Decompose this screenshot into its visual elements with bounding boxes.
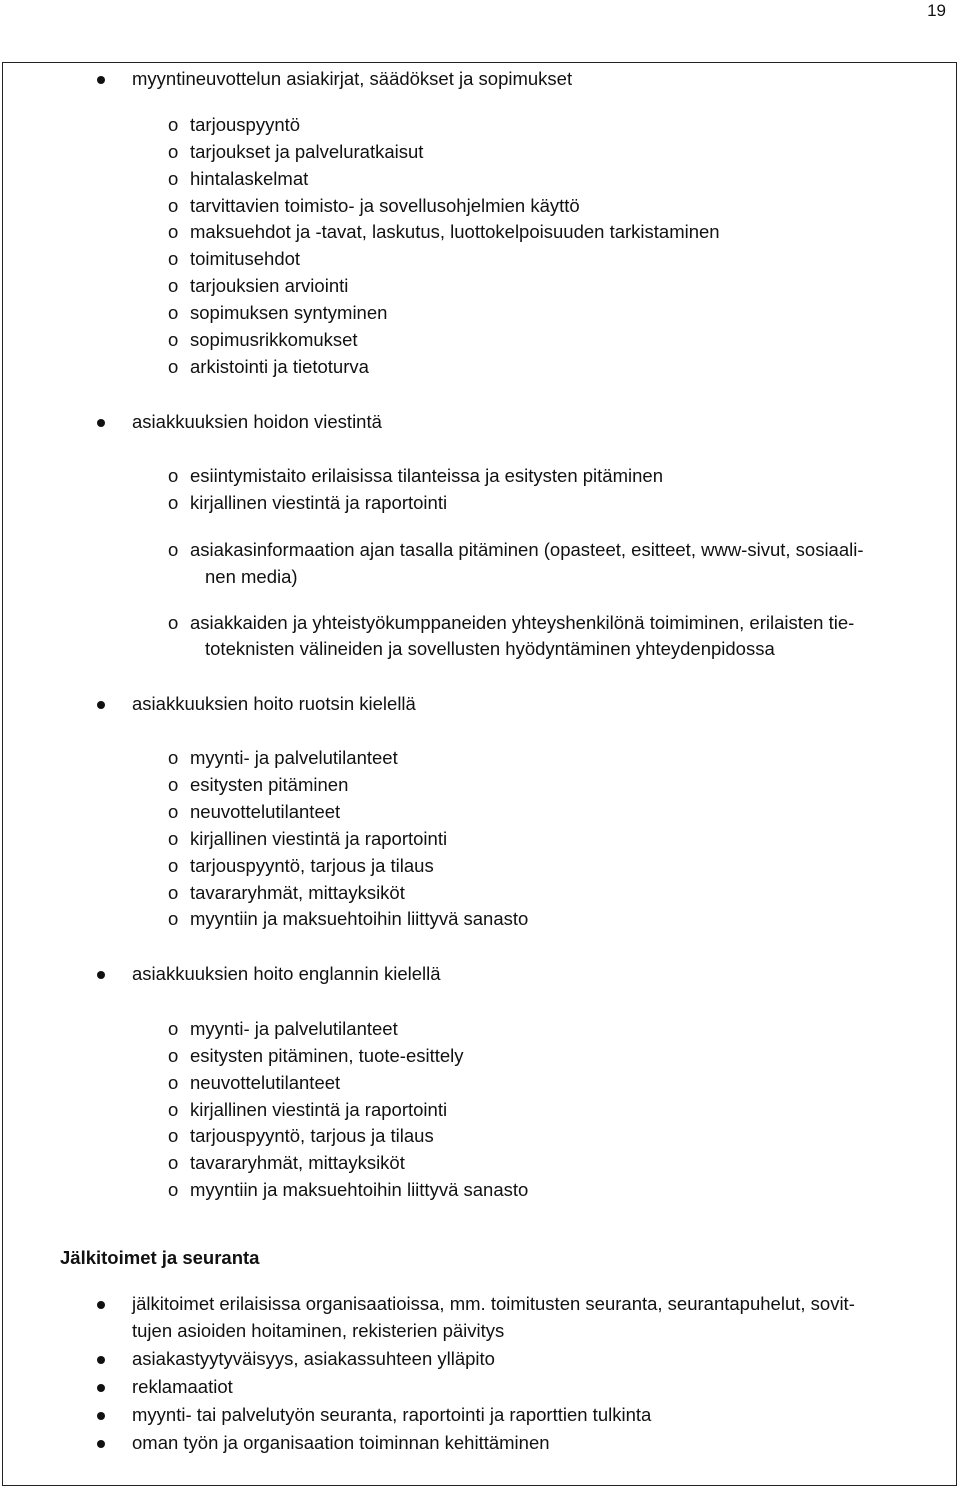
list-item: tarjouksien arviointi xyxy=(190,275,349,296)
sub-marker: o xyxy=(168,1125,179,1146)
sub-marker: o xyxy=(168,1072,179,1093)
list-item: tarjouspyyntö xyxy=(190,114,301,135)
sub-marker: o xyxy=(168,168,179,189)
sub-marker: o xyxy=(168,612,179,633)
list-item: tarjouspyyntö, tarjous ja tilaus xyxy=(190,855,434,876)
sub-marker: o xyxy=(168,1179,179,1200)
followup-item: jälkitoimet erilaisissa organisaatioissa, mm. toimitusten seuranta, seurantapuhelut, sovit- xyxy=(132,1293,855,1314)
sub-marker: o xyxy=(168,774,179,795)
list-item: tarjoukset ja palveluratkaisut xyxy=(190,141,424,162)
sub-marker: o xyxy=(168,882,179,903)
sub-marker: o xyxy=(168,329,179,350)
bullet-dot xyxy=(97,1356,105,1364)
sub-marker: o xyxy=(168,539,179,560)
list-item: kirjallinen viestintä ja raportointi xyxy=(190,1099,448,1120)
list-item: neuvottelutilanteet xyxy=(190,1072,341,1093)
sub-marker: o xyxy=(168,195,179,216)
bullet-dot xyxy=(97,1384,105,1392)
bullet-dot xyxy=(97,76,105,84)
list-item-continuation: nen media) xyxy=(205,566,298,587)
list-item: arkistointi ja tietoturva xyxy=(190,356,369,377)
bullet-dot xyxy=(97,1412,105,1420)
bullet-dot xyxy=(97,1301,105,1309)
list-item: esiintymistaito erilaisissa tilanteissa ja esitysten pitäminen xyxy=(190,465,663,486)
list-item: asiakasinformaation ajan tasalla pitäminen (opasteet, esitteet, www-sivut, sosiaali- xyxy=(190,539,864,560)
content-frame xyxy=(2,62,957,1486)
sub-marker: o xyxy=(168,828,179,849)
followup-item: oman työn ja organisaation toiminnan kehittäminen xyxy=(132,1432,550,1453)
sub-marker: o xyxy=(168,465,179,486)
sub-marker: o xyxy=(168,1099,179,1120)
list-item: sopimuksen syntyminen xyxy=(190,302,388,323)
list-item: hintalaskelmat xyxy=(190,168,309,189)
bullet-dot xyxy=(97,1440,105,1448)
section-heading: asiakkuuksien hoito ruotsin kielellä xyxy=(132,693,416,714)
list-item: tavararyhmät, mittayksiköt xyxy=(190,882,405,903)
list-item: maksuehdot ja -tavat, laskutus, luottokelpoisuuden tarkistaminen xyxy=(190,221,720,242)
sub-marker: o xyxy=(168,356,179,377)
bullet-dot xyxy=(97,971,105,979)
sub-marker: o xyxy=(168,801,179,822)
sub-marker: o xyxy=(168,747,179,768)
list-item: myyntiin ja maksuehtoihin liittyvä sanasto xyxy=(190,908,529,929)
sub-marker: o xyxy=(168,114,179,135)
sub-marker: o xyxy=(168,141,179,162)
section-heading: myyntineuvottelun asiakirjat, säädökset ja sopimukset xyxy=(132,68,573,89)
sub-marker: o xyxy=(168,492,179,513)
sub-marker: o xyxy=(168,855,179,876)
sub-marker: o xyxy=(168,1152,179,1173)
followup-item-continuation: tujen asioiden hoitaminen, rekisterien päivitys xyxy=(132,1320,505,1341)
followup-item: myynti- tai palvelutyön seuranta, raportointi ja raporttien tulkinta xyxy=(132,1404,652,1425)
bullet-dot xyxy=(97,701,105,709)
list-item: esitysten pitäminen, tuote-esittely xyxy=(190,1045,464,1066)
list-item: tarjouspyyntö, tarjous ja tilaus xyxy=(190,1125,434,1146)
sub-marker: o xyxy=(168,248,179,269)
sub-marker: o xyxy=(168,908,179,929)
list-item-continuation: toteknisten välineiden ja sovellusten hyödyntäminen yhteydenpidossa xyxy=(205,638,775,659)
sub-marker: o xyxy=(168,1018,179,1039)
bullet-dot xyxy=(97,419,105,427)
sub-marker: o xyxy=(168,302,179,323)
list-item: kirjallinen viestintä ja raportointi xyxy=(190,492,448,513)
section-heading: asiakkuuksien hoidon viestintä xyxy=(132,411,382,432)
list-item: toimitusehdot xyxy=(190,248,301,269)
sub-marker: o xyxy=(168,221,179,242)
list-item: myyntiin ja maksuehtoihin liittyvä sanasto xyxy=(190,1179,529,1200)
list-item: myynti- ja palvelutilanteet xyxy=(190,747,398,768)
list-item: myynti- ja palvelutilanteet xyxy=(190,1018,398,1039)
list-item: sopimusrikkomukset xyxy=(190,329,358,350)
followup-heading: Jälkitoimet ja seuranta xyxy=(60,1247,260,1268)
page-number: 19 xyxy=(927,1,946,20)
sub-marker: o xyxy=(168,275,179,296)
list-item: tarvittavien toimisto- ja sovellusohjelmien käyttö xyxy=(190,195,580,216)
list-item: esitysten pitäminen xyxy=(190,774,349,795)
followup-item: asiakastyytyväisyys, asiakassuhteen ylläpito xyxy=(132,1348,495,1369)
list-item: neuvottelutilanteet xyxy=(190,801,341,822)
section-heading: asiakkuuksien hoito englannin kielellä xyxy=(132,963,441,984)
followup-item: reklamaatiot xyxy=(132,1376,233,1397)
list-item: kirjallinen viestintä ja raportointi xyxy=(190,828,448,849)
sub-marker: o xyxy=(168,1045,179,1066)
list-item: asiakkaiden ja yhteistyökumppaneiden yhteyshenkilönä toimiminen, erilaisten tie- xyxy=(190,612,855,633)
list-item: tavararyhmät, mittayksiköt xyxy=(190,1152,405,1173)
